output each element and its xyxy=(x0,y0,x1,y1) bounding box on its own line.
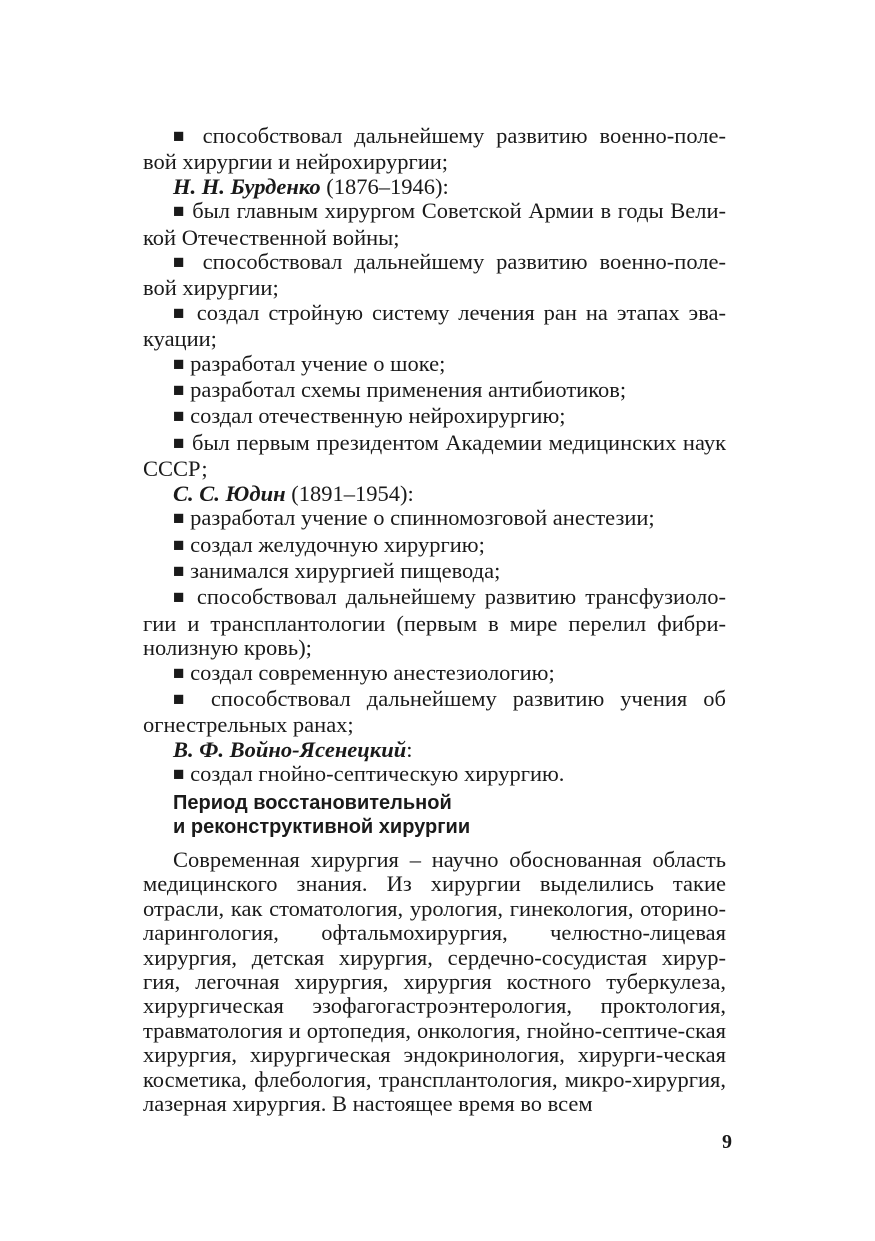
list-item-text: создал стройную систему лечения ран на этапах эва-куации; xyxy=(143,299,727,352)
surgeon-years: : xyxy=(406,736,413,762)
list-item-text: был главным хирургом Советской Армии в годы Вели-кой Отечественной войны; xyxy=(143,198,726,250)
surgeon-name: Н. Н. Бурденко xyxy=(173,173,321,199)
list-item xyxy=(143,431,726,482)
bullet-icon: ■ xyxy=(173,662,185,684)
list-item xyxy=(143,506,726,532)
surgeon-years: (1891–1954): xyxy=(285,480,414,506)
surgeon-heading-yudin xyxy=(143,482,726,506)
list-item-text: создал желудочную хирургию; xyxy=(190,531,485,557)
list-item-text: способствовал дальнейшему развитию военно-поле-вой хирургии; xyxy=(143,249,726,301)
bullet-icon: ■ xyxy=(173,380,185,402)
bullet-icon: ■ xyxy=(173,302,188,324)
bullet-icon: ■ xyxy=(173,764,185,786)
list-item-text: занимался хирургией пищевода; xyxy=(190,557,501,583)
list-item xyxy=(143,199,726,250)
section-heading xyxy=(173,791,693,839)
section-body-paragraph: Современная хирургия – научно обоснованная область медицинского знания. Из хирургии выделились такие отрасли, как стоматология, урология, гинекология, оторино-ларингология, офтальмохирургия, челюстно-лицевая хирургия, детская хирургия, сердечно-сосудистая хирур-гия, легочная хирургия, хирургия костного туберкулеза, хирургическая эзофагогастроэнтерология, проктология, травматология и ортопедия, онкология, гнойно-септиче-ская хирургия, хирургическая эндокринология, хирурги-ческая косметика, флебология, трансплантология, микро-хирургия, лазерная хирургия. В настоящее время во всем xyxy=(143,847,726,1117)
section-heading-line-1: Период восстановительной xyxy=(173,792,452,814)
list-item-text: способствовал дальнейшему развитию военно-поле-вой хирургии и нейрохирургии; xyxy=(143,123,726,175)
bullet-icon: ■ xyxy=(173,201,186,223)
list-item-text: разработал схемы применения антибиотиков; xyxy=(190,377,627,403)
bullet-icon: ■ xyxy=(173,688,195,710)
list-item-text: создал отечественную нейрохирургию; xyxy=(190,403,566,429)
surgeon-name: С. С. Юдин xyxy=(173,480,286,506)
list-item xyxy=(143,124,726,175)
contributions-list xyxy=(143,124,726,789)
list-item xyxy=(143,762,726,788)
list-item-text: разработал учение о шоке; xyxy=(190,350,446,376)
list-item xyxy=(143,404,726,430)
list-item xyxy=(143,585,726,660)
bullet-icon: ■ xyxy=(173,406,185,428)
page-number: 9 xyxy=(722,1131,732,1153)
list-item-text: способствовал дальнейшему развитию трансфузиоло-гии и трансплантологии (первым в мире перелил фибри-нолизную кровь); xyxy=(143,584,727,661)
bullet-icon: ■ xyxy=(173,432,186,454)
bullet-icon: ■ xyxy=(173,252,191,274)
bullet-icon: ■ xyxy=(173,353,185,375)
list-item-text: способствовал дальнейшему развитию учения об огнестрельных ранах; xyxy=(143,685,726,738)
list-item-text: создал современную анестезиологию; xyxy=(190,659,555,685)
section-heading-line-2: и реконструктивной хирургии xyxy=(173,816,471,838)
bullet-icon: ■ xyxy=(173,126,191,147)
surgeon-heading-voino-yasenetsky xyxy=(143,738,726,762)
list-item-text: был первым президентом Академии медицинских наук СССР; xyxy=(143,429,727,482)
list-item-text: разработал учение о спинномозговой анестезии; xyxy=(190,505,655,531)
list-item xyxy=(143,687,726,738)
surgeon-heading-burdenko xyxy=(143,175,726,199)
list-item xyxy=(143,250,726,301)
surgeon-name: В. Ф. Войно-Ясенецкий xyxy=(173,736,407,762)
list-item xyxy=(143,378,726,404)
list-item xyxy=(143,301,726,352)
surgeon-years: (1876–1946): xyxy=(320,173,449,199)
bullet-icon: ■ xyxy=(173,508,185,530)
bullet-icon: ■ xyxy=(173,560,185,582)
list-item-text: создал гнойно-септическую хирургию. xyxy=(190,761,565,787)
list-item xyxy=(143,661,726,687)
list-item xyxy=(143,559,726,585)
list-item xyxy=(143,352,726,378)
list-item xyxy=(143,533,726,559)
bullet-icon: ■ xyxy=(173,534,185,556)
bullet-icon: ■ xyxy=(173,587,188,609)
